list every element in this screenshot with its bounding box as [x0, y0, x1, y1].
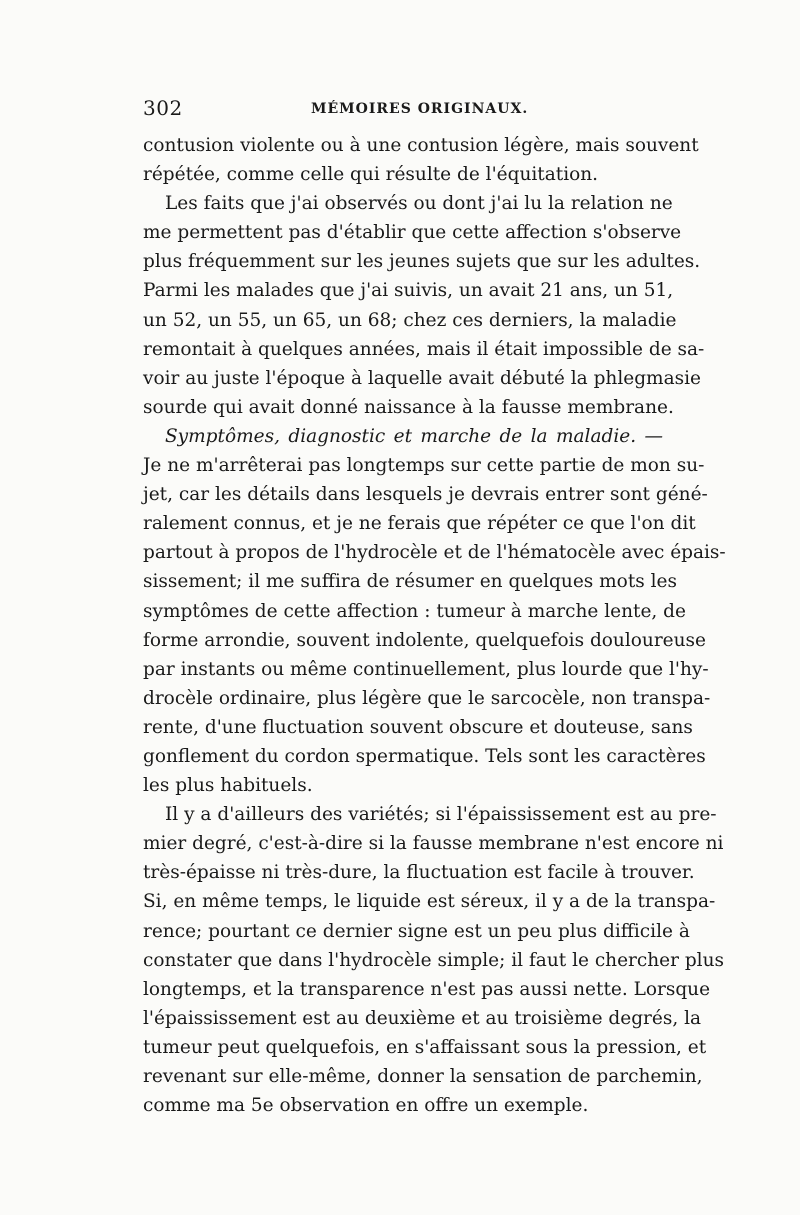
text-line: symptômes de cette affection : tumeur à marche lente, de: [143, 600, 686, 622]
section-heading-line: Symptômes, diagnostic et marche de la maladie. —: [165, 425, 663, 447]
text-line: un 52, un 55, un 65, un 68; chez ces derniers, la maladie: [143, 309, 677, 331]
running-head: MÉMOIRES ORIGINAUX.: [311, 101, 529, 117]
text-line: très-épaisse ni très-dure, la fluctuation est facile à trouver.: [143, 862, 695, 884]
text-line: tumeur peut quelquefois, en s'affaissant sous la pression, et: [143, 1036, 707, 1058]
text-line: Parmi les malades que j'ai suivis, un avait 21 ans, un 51,: [143, 280, 674, 302]
text-line: Je ne m'arrêterai pas longtemps sur cette partie de mon su-: [143, 455, 705, 477]
text-line: revenant sur elle-même, donner la sensation de parchemin,: [143, 1066, 703, 1087]
text-line: Si, en même temps, le liquide est séreux, il y a de la transpa-: [143, 891, 716, 913]
text-line: voir au juste l'époque à laquelle avait débuté la phlegmasie: [143, 367, 701, 389]
text-line: sissement; il me suffira de résumer en quelques mots les: [143, 571, 677, 593]
page-number: 302: [143, 96, 183, 120]
text-line: jet, car les détails dans lesquels je devrais entrer sont géné-: [143, 484, 708, 506]
text-line: plus fréquemment sur les jeunes sujets que sur les adultes.: [143, 251, 701, 273]
text-line: contusion violente ou à une contusion légère, mais souvent: [143, 135, 699, 156]
text-line: longtemps, et la transparence n'est pas aussi nette. Lorsque: [143, 978, 711, 1000]
paragraph-start-line: Il y a d'ailleurs des variétés; si l'épaississement est au pre-: [165, 804, 717, 826]
text-line: les plus habituels.: [143, 775, 313, 797]
text-line: mier degré, c'est-à-dire si la fausse membrane n'est encore ni: [143, 833, 724, 855]
text-line: gonflement du cordon spermatique. Tels sont les caractères: [143, 745, 706, 767]
text-line: drocèle ordinaire, plus légère que le sarcocèle, non transpa-: [143, 687, 711, 709]
text-line: constater que dans l'hydrocèle simple; il faut le chercher plus: [143, 949, 724, 971]
body-text: [143, 131, 726, 1120]
text-line: sourde qui avait donné naissance à la fausse membrane.: [143, 396, 674, 418]
paragraph-start-line: Les faits que j'ai observés ou dont j'ai lu la relation ne: [165, 193, 673, 215]
text-line: comme ma 5e observation en offre un exemple.: [143, 1095, 589, 1117]
text-line: répétée, comme celle qui résulte de l'équitation.: [143, 164, 599, 186]
text-line: rente, d'une fluctuation souvent obscure et douteuse, sans: [143, 716, 693, 738]
text-line: par instants ou même continuellement, plus lourde que l'hy-: [143, 658, 709, 680]
text-line: rence; pourtant ce dernier signe est un peu plus difficile à: [143, 920, 690, 942]
text-line: l'épaississement est au deuxième et au troisième degrés, la: [143, 1007, 702, 1029]
text-line: remontait à quelques années, mais il était impossible de sa-: [143, 338, 705, 360]
page-header: [143, 96, 663, 126]
text-line: partout à propos de l'hydrocèle et de l'hématocèle avec épais-: [143, 542, 726, 564]
text-line: ralement connus, et je ne ferais que répéter ce que l'on dit: [143, 513, 696, 535]
text-line: me permettent pas d'établir que cette affection s'observe: [143, 222, 682, 244]
text-line: forme arrondie, souvent indolente, quelquefois douloureuse: [143, 629, 706, 651]
